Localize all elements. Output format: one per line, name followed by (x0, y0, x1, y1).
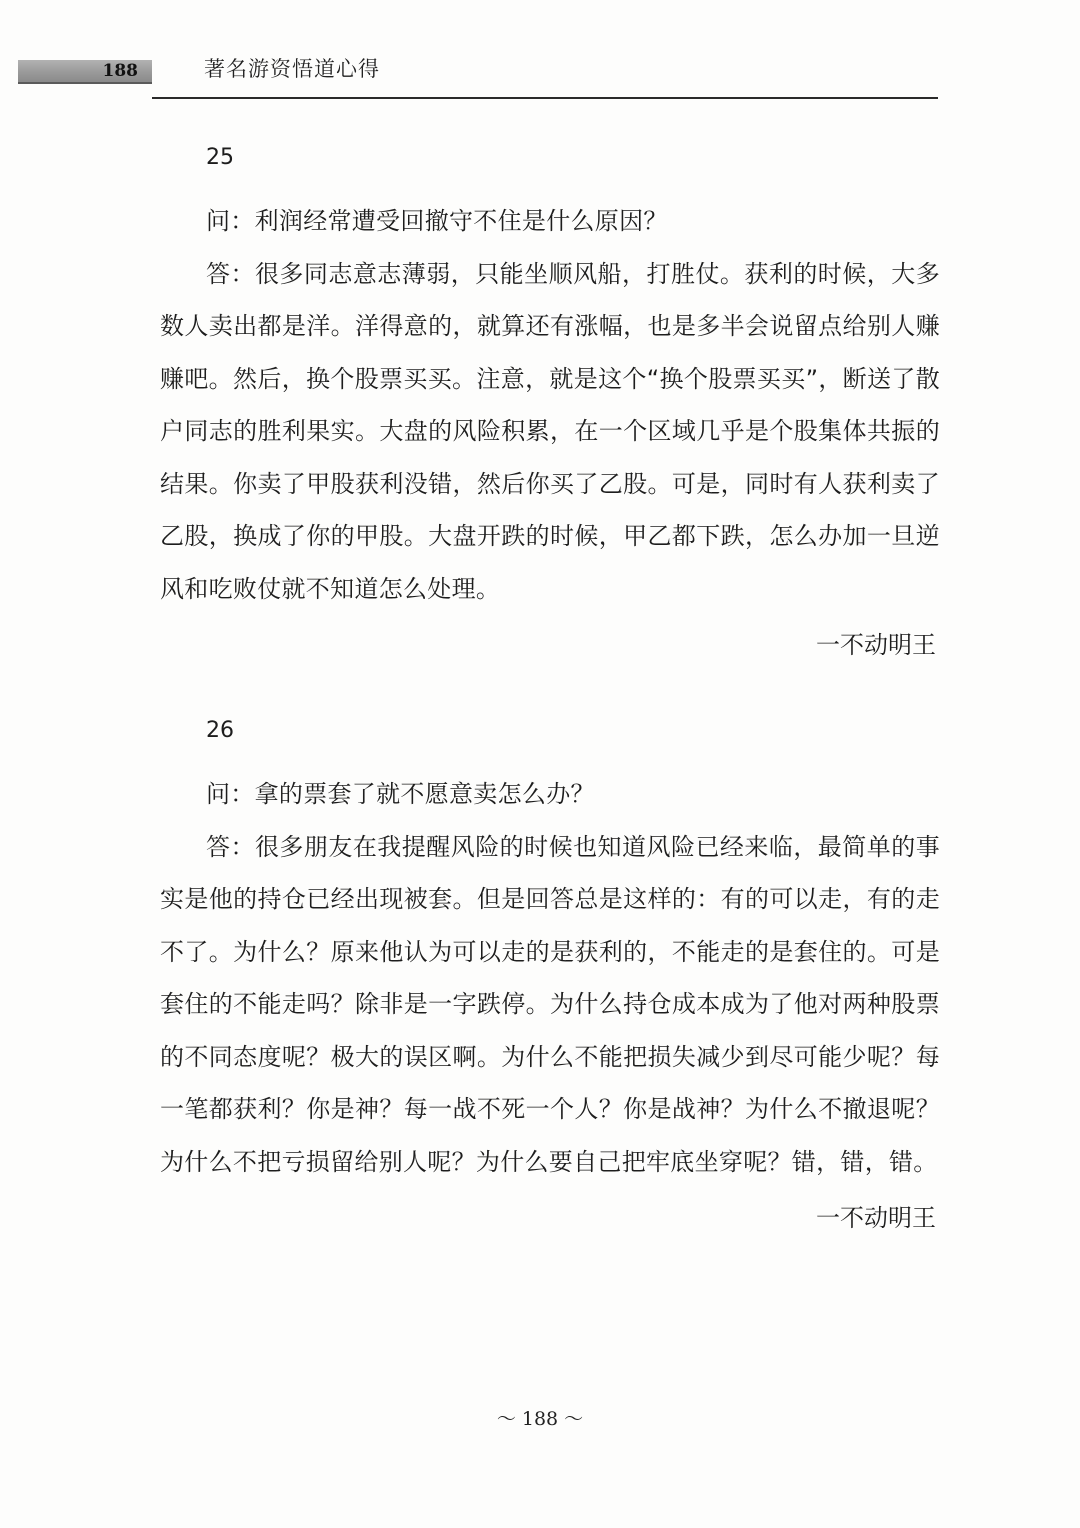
qa-section-26 (160, 716, 940, 1238)
answer-text: 答：很多朋友在我提醒风险的时候也知道风险已经来临，最简单的事实是他的持仓已经出现被套。但是回答总是这样的：有的可以走，有的走不了。为什么？原来他认为可以走的是获利的，不能走的是套住的。可是套住的不能走吗？除非是一字跌停。为什么持仓成本成为了他对两种股票的不同态度呢？极大的误区啊。为什么不能把损失减少到尽可能少呢？每一笔都获利？你是神？每一战不死一个人？你是战神？为什么不撤退呢？为什么不把亏损留给别人呢？为什么要自己把牢底坐穿呢？错，错，错。 (160, 832, 940, 1176)
question-text: 问：利润经常遭受回撤守不住是什么原因？ (206, 207, 668, 235)
running-head-title: 著名游资悟道心得 (204, 57, 380, 81)
qa-section-25 (160, 143, 940, 665)
answer-text: 答：很多同志意志薄弱，只能坐顺风船，打胜仗。获利的时候，大多数人卖出都是洋。洋得意的，就算还有涨幅，也是多半会说留点给别人赚赚吧。然后，换个股票买买。注意，就是这个“换个股票买买”，断送了散户同志的胜利果实。大盘的风险积累，在一个区域几乎是个股集体共振的结果。你卖了甲股获利没错，然后你买了乙股。可是，同时有人获利卖了乙股，换成了你的甲股。大盘开跌的时候，甲乙都下跌，怎么办加一旦逆风和吃败仗就不知道怎么处理。 (160, 259, 940, 603)
header-page-tab (18, 60, 152, 84)
author-signature: 一不动明王 (816, 631, 936, 659)
header-page-number: 188 (102, 61, 138, 81)
author-signature: 一不动明王 (816, 1204, 936, 1232)
section-number: 26 (206, 718, 234, 743)
footer-page-number: ～ 188 ～ (496, 1408, 584, 1430)
section-number: 25 (206, 145, 234, 170)
question-text: 问：拿的票套了就不愿意卖怎么办？ (206, 780, 595, 808)
header-rule (152, 97, 938, 99)
